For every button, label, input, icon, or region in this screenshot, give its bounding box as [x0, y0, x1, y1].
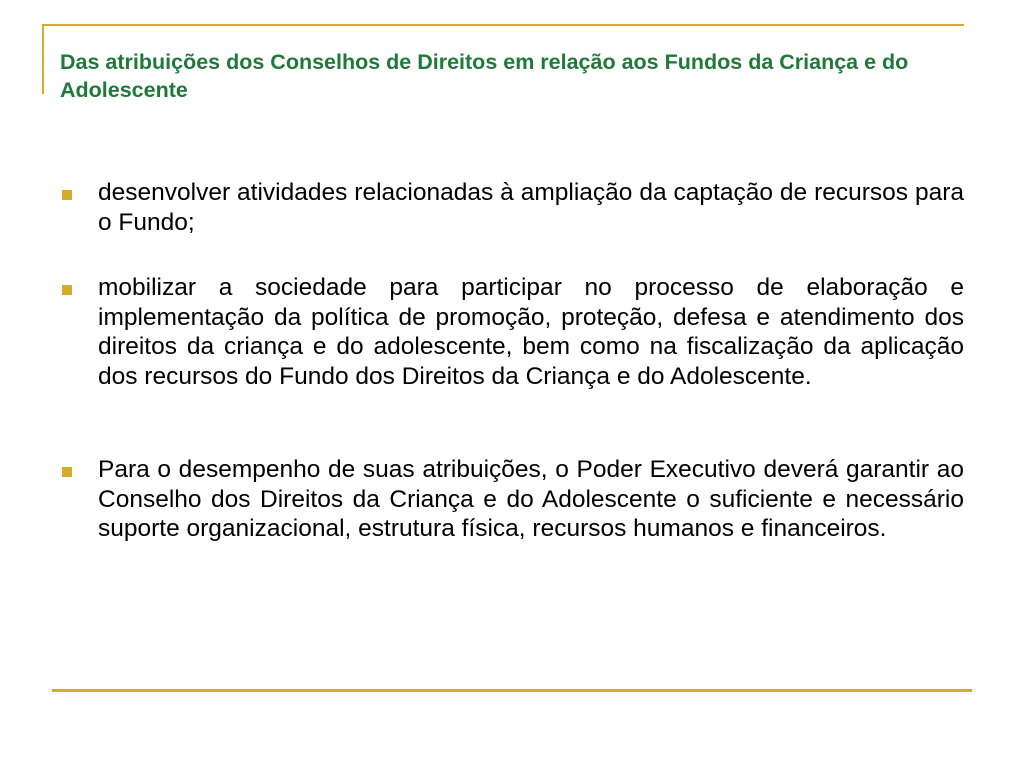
square-bullet-icon [62, 467, 72, 477]
slide-title: Das atribuições dos Conselhos de Direitos em relação aos Fundos da Criança e do Adolescente [60, 50, 909, 102]
bullet-text: Para o desempenho de suas atribuições, o Poder Executivo deverá garantir ao Conselho dos Direitos da Criança e do Adolescente o suficiente e necessário suporte organizacional, estrutura física, recursos humanos e financeiros. [98, 456, 964, 542]
bullet-item [62, 455, 964, 544]
bullet-list [62, 178, 964, 544]
bullet-text: mobilizar a sociedade para participar no processo de elaboração e implementação da política de promoção, proteção, defesa e atendimento dos direitos da criança e do adolescente, bem como na fiscalização da aplicação dos recursos do Fundo dos Direitos da Criança e do Adolescente. [98, 274, 964, 390]
bullet-item [62, 178, 964, 237]
square-bullet-icon [62, 190, 72, 200]
top-divider [42, 24, 964, 26]
square-bullet-icon [62, 285, 72, 295]
bullet-text: desenvolver atividades relacionadas à ampliação da captação de recursos para o Fundo; [98, 179, 964, 236]
bullet-item [62, 273, 964, 391]
left-accent-bar [42, 24, 44, 94]
bottom-divider [52, 689, 972, 692]
